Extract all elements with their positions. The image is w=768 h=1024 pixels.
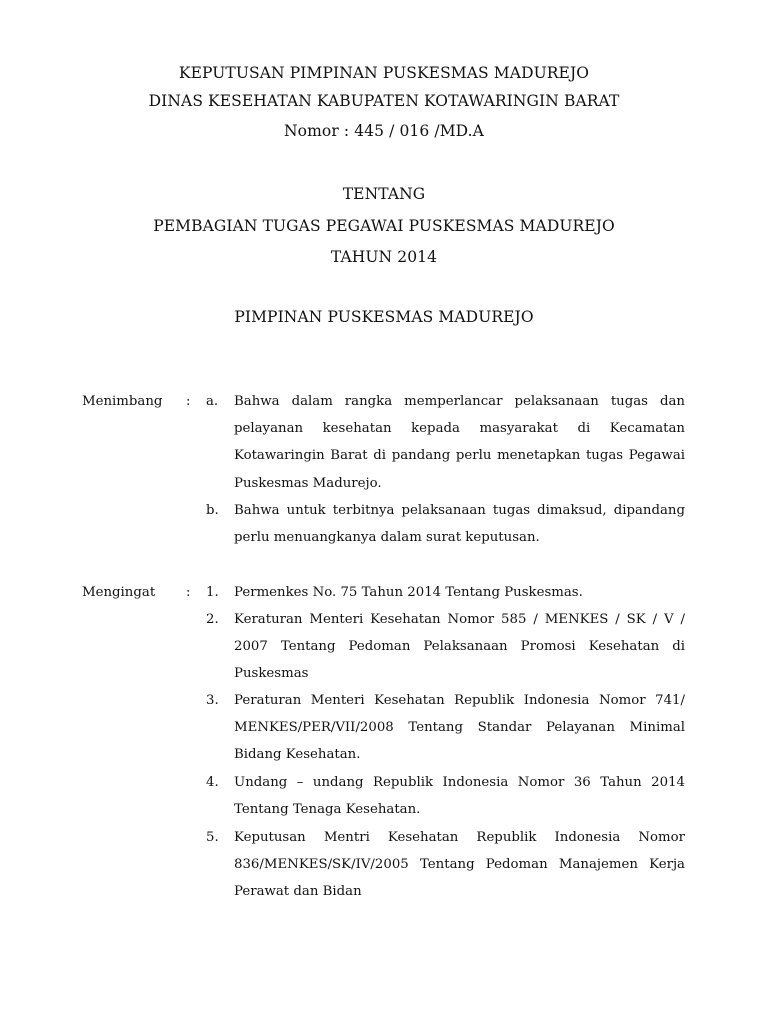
agency-name-text: DINAS KESEHATAN KABUPATEN KOTAWARINGIN BARAT [148, 92, 620, 110]
paragraph-line: MENKES/PER/VII/2008 Tentang Standar Pelayanan Minimal [234, 720, 685, 736]
paragraph-line: perlu menuangkanya dalam surat keputusan. [234, 530, 540, 546]
mengingat-label: Mengingat [82, 585, 156, 600]
subject-year [0, 248, 768, 266]
paragraph-line: Kotawaringin Barat di pandang perlu menetapkan tugas Pegawai [234, 448, 685, 464]
agency-name [0, 92, 768, 110]
menimbang-label: Menimbang [82, 394, 163, 409]
subject-title [0, 217, 768, 235]
mengingat-item-marker: 5. [206, 830, 219, 845]
paragraph-line: Bahwa dalam rangka memperlancar pelaksanaan tugas dan [234, 394, 685, 409]
mengingat-item-marker: 4. [206, 775, 219, 790]
mengingat-item-2 [234, 606, 685, 688]
decree-title-text: KEPUTUSAN PIMPINAN PUSKESMAS MADUREJO [178, 64, 590, 82]
paragraph-line: Bahwa untuk terbitnya pelaksanaan tugas dimaksud, dipandang [234, 503, 685, 518]
mengingat-item-marker: 1. [206, 585, 219, 600]
mengingat-item-marker: 3. [206, 693, 219, 708]
menimbang-colon: : [186, 394, 191, 409]
menimbang-item-b [234, 497, 685, 551]
subject-year-text: TAHUN 2014 [330, 248, 438, 266]
paragraph-line: Peraturan Menteri Kesehatan Republik Indonesia Nomor 741/ [234, 693, 685, 708]
tentang-heading [0, 185, 768, 203]
mengingat-item-3 [234, 687, 685, 769]
mengingat-item-4 [234, 769, 685, 823]
paragraph-line: 836/MENKES/SK/IV/2005 Tentang Pedoman Manajemen Kerja [234, 857, 685, 873]
paragraph-line: Perawat dan Bidan [234, 884, 362, 900]
mengingat-item-5 [234, 824, 685, 906]
menimbang-item-a [234, 388, 685, 497]
paragraph-line: Undang – undang Republik Indonesia Nomor 36 Tahun 2014 [234, 775, 685, 790]
mengingat-item-1: Permenkes No. 75 Tahun 2014 Tentang Puskesmas. [234, 585, 583, 600]
paragraph-line: Tentang Tenaga Kesehatan. [234, 802, 421, 818]
decree-number-text: Nomor : 445 / 016 /MD.A [284, 122, 484, 140]
paragraph-line: Puskesmas [234, 666, 309, 682]
mengingat-colon: : [186, 585, 191, 600]
paragraph-line: Puskesmas Madurejo. [234, 475, 382, 491]
subject-title-text: PEMBAGIAN TUGAS PEGAWAI PUSKESMAS MADUREJO [153, 217, 615, 235]
menimbang-item-marker: a. [206, 394, 219, 409]
mengingat-item-marker: 2. [206, 612, 219, 627]
issuing-authority-text: PIMPINAN PUSKESMAS MADUREJO [234, 308, 534, 326]
paragraph-line: Keraturan Menteri Kesehatan Nomor 585 / MENKES / SK / V / [234, 612, 685, 627]
paragraph-line: 2007 Tentang Pedoman Pelaksanaan Promosi Kesehatan di [234, 639, 685, 655]
tentang-text: TENTANG [342, 185, 426, 203]
paragraph-line: pelayanan kesehatan kepada masyarakat di Kecamatan [234, 421, 685, 437]
paragraph-line: Bidang Kesehatan. [234, 747, 361, 763]
paragraph-line: Keputusan Mentri Kesehatan Republik Indonesia Nomor [234, 830, 685, 845]
menimbang-item-marker: b. [206, 503, 219, 518]
decree-number [0, 122, 768, 140]
issuing-authority [0, 308, 768, 326]
decree-title [0, 64, 768, 82]
